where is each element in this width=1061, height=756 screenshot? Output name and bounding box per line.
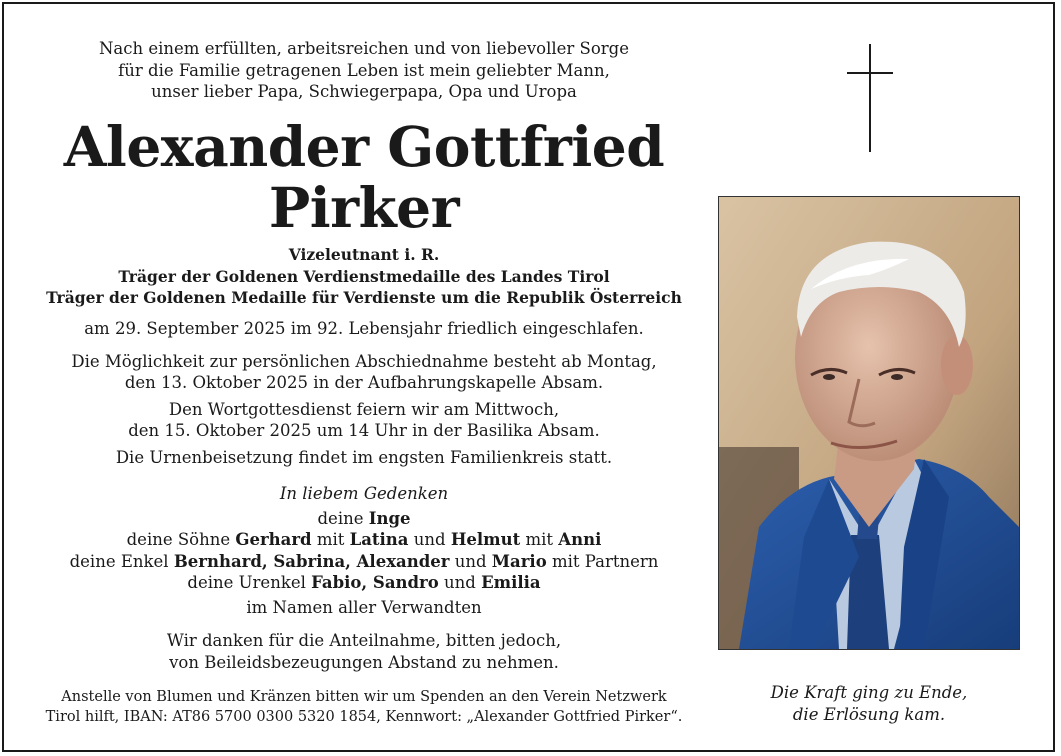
thanks-line: von Beileidsbezeugungen Abstand zu nehmen.	[169, 652, 559, 672]
photo-caption	[718, 682, 1020, 725]
honor-item: Träger der Goldenen Medaille für Verdienste um die Republik Österreich	[46, 288, 682, 307]
caption-line: Die Kraft ging zu Ende,	[770, 683, 968, 702]
service-line: Den Wortgottesdienst feiern wir am Mittwoch,	[168, 400, 560, 419]
intro-line: Nach einem erfüllten, arbeitsreichen und von liebevoller Sorge	[98, 39, 629, 58]
passing-statement: am 29. September 2025 im 92. Lebensjahr friedlich eingeschlafen.	[84, 319, 644, 338]
mourner-great-grandchildren: deine Urenkel Fabio, Sandro und Emilia	[187, 573, 541, 592]
deceased-name	[18, 116, 710, 238]
mourner-wife: deine Inge	[317, 508, 411, 528]
thanks-line: Wir danken für die Anteilnahme, bitten jedoch,	[166, 631, 562, 650]
rank-title: Vizeleutnant i. R.	[288, 245, 440, 264]
caption-line: die Erlösung kam.	[792, 704, 946, 724]
funeral-details	[18, 351, 710, 474]
portrait-illustration	[719, 197, 1019, 649]
honor-item: Träger der Goldenen Verdienstmedaille des Landes Tirol	[118, 266, 610, 286]
memory-heading: In liebem Gedenken	[279, 484, 449, 503]
service-line: den 15. Oktober 2025 um 14 Uhr in der Basilika Absam.	[128, 421, 600, 440]
mourner-relatives: im Namen aller Verwandten	[246, 597, 482, 617]
obituary-card	[2, 2, 1055, 752]
portrait-photo	[718, 196, 1020, 650]
service-info	[18, 399, 710, 441]
intro-line: für die Familie getragenen Leben ist mein geliebter Mann,	[118, 60, 610, 80]
mourner-sons: deine Söhne Gerhard mit Latina und Helmut mit Anni	[126, 530, 602, 549]
cross-icon	[841, 44, 901, 154]
donation-line: Tirol hilft, IBAN: AT86 5700 0300 5320 1854, Kennwort: „Alexander Gottfried Pirker“.	[45, 708, 683, 725]
farewell-info	[18, 351, 710, 393]
intro-text	[18, 38, 710, 103]
honors-list	[18, 244, 710, 309]
farewell-line: Die Möglichkeit zur persönlichen Abschiednahme besteht ab Montag,	[71, 352, 657, 371]
intro-line: unser lieber Papa, Schwiegerpapa, Opa und Uropa	[151, 82, 577, 101]
donation-line: Anstelle von Blumen und Kränzen bitten wir um Spenden an den Verein Netzwerk	[61, 689, 667, 705]
urn-info: Die Urnenbeisetzung findet im engsten Familienkreis statt.	[115, 448, 613, 467]
thanks-note	[18, 630, 710, 673]
farewell-line: den 13. Oktober 2025 in der Aufbahrungskapelle Absam.	[124, 373, 604, 392]
name-line-last: Pirker	[268, 175, 460, 240]
donation-note	[18, 688, 710, 727]
mourners-list	[18, 483, 710, 618]
name-line-first: Alexander Gottfried	[63, 114, 665, 179]
mourner-grandchildren: deine Enkel Bernhard, Sabrina, Alexander und Mario mit Partnern	[69, 551, 659, 571]
